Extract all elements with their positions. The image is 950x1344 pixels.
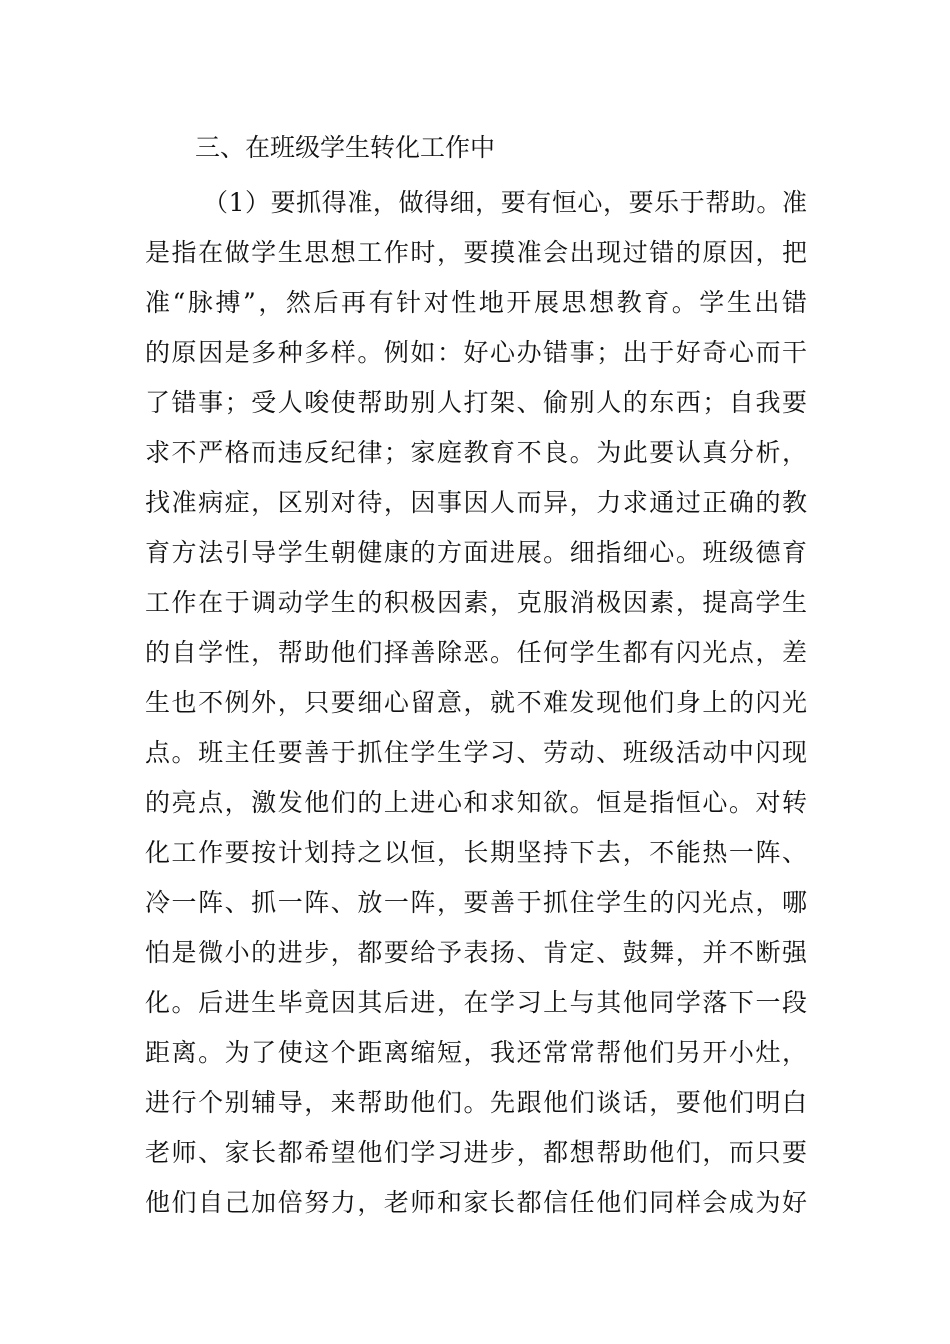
paragraph-line: 求不严格而违反纪律；家庭教育不良。为此要认真分析， bbox=[145, 438, 807, 467]
paragraph-line: 工作在于调动学生的积极因素，克服消极因素，提高学生 bbox=[145, 588, 807, 617]
paragraph-line: 距离。为了使这个距离缩短，我还常常帮他们另开小灶， bbox=[145, 1038, 807, 1067]
paragraph-line: 了错事；受人唆使帮助别人打架、偷别人的东西；自我要 bbox=[145, 388, 807, 417]
paragraph-line: 化工作要按计划持之以恒，长期坚持下去，不能热一阵、 bbox=[145, 838, 807, 867]
paragraph-line: 怕是微小的进步，都要给予表扬、肯定、鼓舞，并不断强 bbox=[145, 938, 807, 967]
paragraph-line: 的亮点，激发他们的上进心和求知欲。恒是指恒心。对转 bbox=[145, 788, 807, 817]
paragraph-line: 的自学性，帮助他们择善除恶。任何学生都有闪光点，差 bbox=[145, 638, 807, 667]
body-paragraph bbox=[145, 178, 807, 1228]
paragraph-line: 生也不例外，只要细心留意，就不难发现他们身上的闪光 bbox=[145, 688, 807, 717]
paragraph-line: 找准病症，区别对待，因事因人而异，力求通过正确的教 bbox=[145, 488, 807, 517]
paragraph-line: 准“脉搏”，然后再有针对性地开展思想教育。学生出错 bbox=[145, 288, 807, 317]
paragraph-line: 冷一阵、抓一阵、放一阵，要善于抓住学生的闪光点，哪 bbox=[145, 888, 807, 917]
section-heading: 三、在班级学生转化工作中 bbox=[195, 133, 496, 162]
paragraph-line: 老师、家长都希望他们学习进步，都想帮助他们，而只要 bbox=[145, 1138, 807, 1167]
paragraph-line: 他们自己加倍努力，老师和家长都信任他们同样会成为好 bbox=[145, 1188, 807, 1217]
paragraph-line: 点。班主任要善于抓住学生学习、劳动、班级活动中闪现 bbox=[145, 738, 807, 767]
paragraph-line: 的原因是多种多样。例如：好心办错事；出于好奇心而干 bbox=[145, 338, 807, 367]
paragraph-line: （1）要抓得准，做得细，要有恒心，要乐于帮助。准 bbox=[203, 188, 807, 217]
paragraph-line: 进行个别辅导，来帮助他们。先跟他们谈话，要他们明白 bbox=[145, 1088, 807, 1117]
paragraph-line: 化。后进生毕竟因其后进，在学习上与其他同学落下一段 bbox=[145, 988, 807, 1017]
paragraph-line: 育方法引导学生朝健康的方面进展。细指细心。班级德育 bbox=[145, 538, 807, 567]
paragraph-line: 是指在做学生思想工作时，要摸准会出现过错的原因，把 bbox=[145, 238, 807, 267]
